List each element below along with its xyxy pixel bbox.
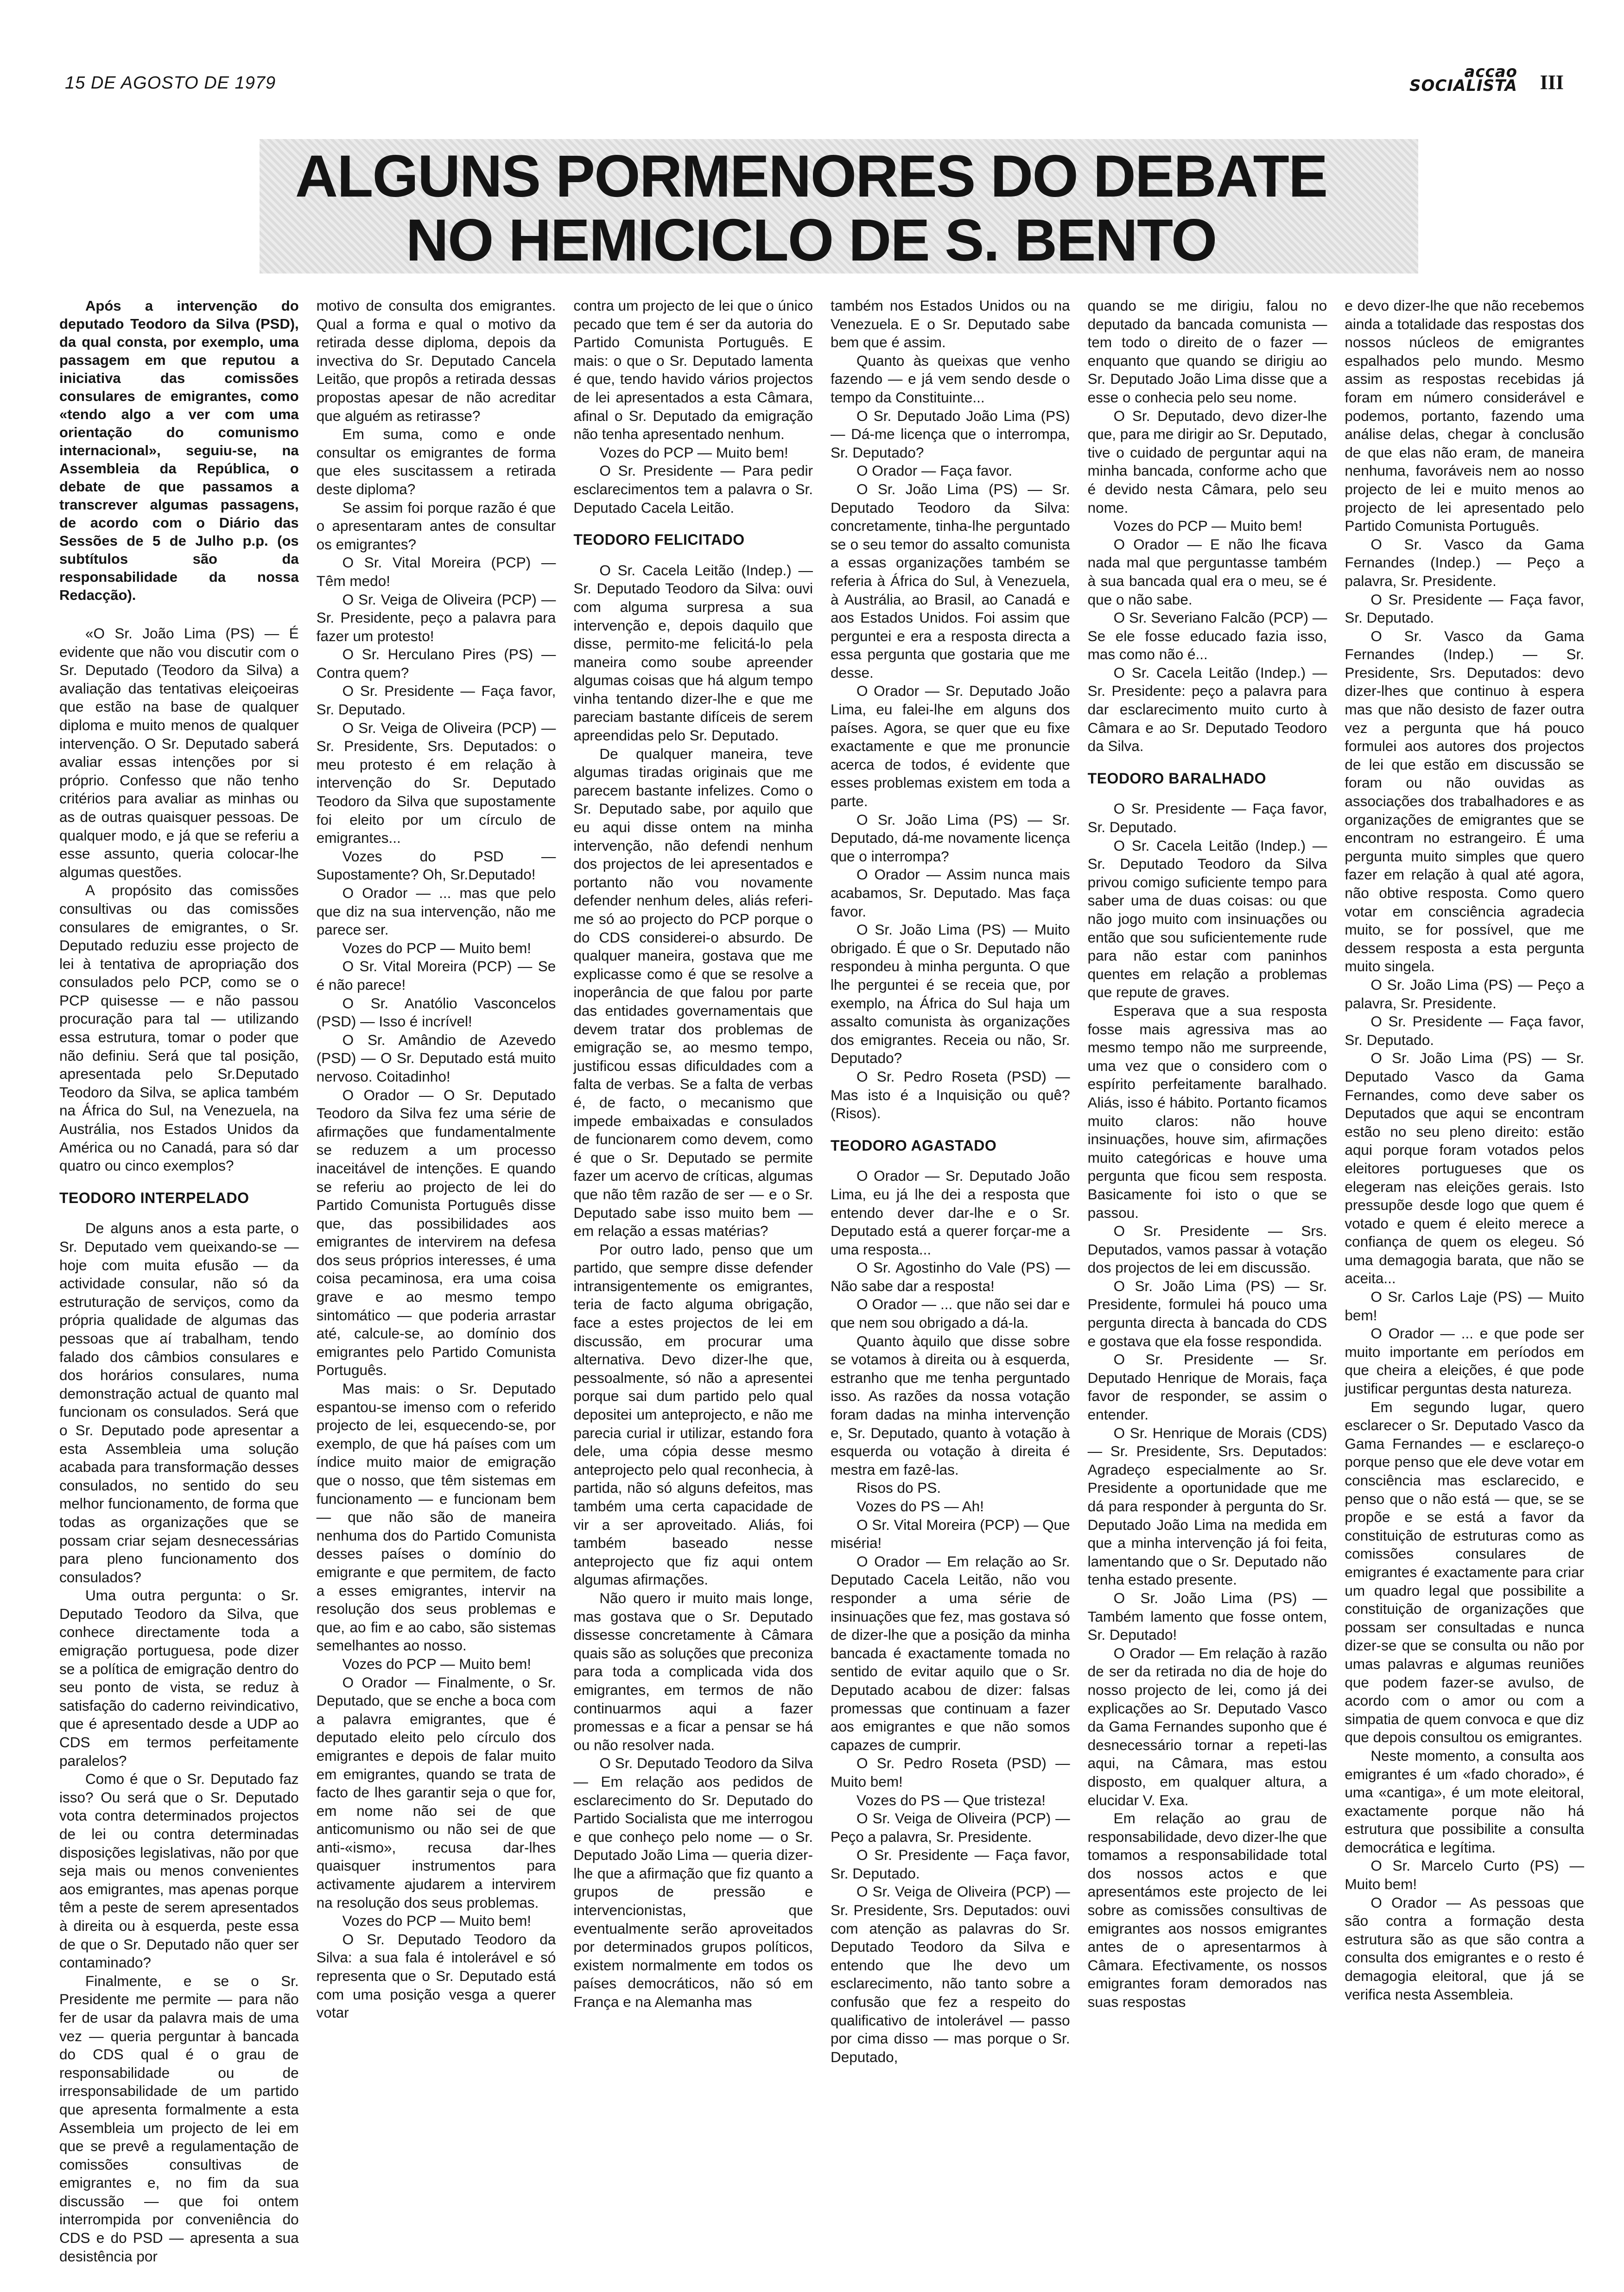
paragraph: O Sr. Pedro Roseta (PSD) — Mas isto é a Inquisição ou quê? (Risos). [831, 1068, 1070, 1122]
paragraph: O Sr. João Lima (PS) — Sr. Deputado Vasco da Gama Fernandes, como deve saber os Deputados que aqui se encontram estão no seu pleno direito: estão aqui porque foram votados pelos eleitores portugueses que os elegeram nas eleições gerais. Isto pressupõe desde logo que quem é votado e quem é eleito merece a confiança de quem os elegeu. Só uma demagogia barata, que não se aceita... [1345, 1050, 1584, 1287]
article-intro: Após a intervenção do deputado Teodoro da Silva (PSD), da qual consta, por exemplo, uma passagem em que reputou a iniciativa das comissões consulares de emigrantes, como «tendo algo a ver com uma orientação do comunismo internacional», seguiu-se, na Assembleia da República, o debate de que passamos a transcrever algumas passagens, de acordo com o Diário das Sessões de 5 de Julho p.p. (os subtítulos são da responsabilidade da nossa Redacção). [59, 298, 299, 603]
paragraph: O Sr. Presidente — Faça favor, Sr. Deputado. [316, 682, 556, 718]
masthead-logo [1409, 65, 1517, 93]
paragraph: Em suma, como e onde consultar os emigrantes de forma que eles suscitassem a retirada deste diploma? [316, 426, 556, 497]
paragraph: O Sr. Presidente — Faça favor, Sr. Deputado. [1345, 591, 1584, 626]
paragraph: O Orador — ... e que pode ser muito importante em períodos em que cheira a eleições, é que pode justificar perguntas desta natureza. [1345, 1325, 1584, 1397]
subheading: TEODORO AGASTADO [831, 1137, 997, 1154]
paragraph: O Sr. Presidente — Srs. Deputados, vamos passar à votação dos projectos de lei em discussão. [1087, 1222, 1327, 1276]
paragraph: Não quero ir muito mais longe, mas gostava que o Sr. Deputado dissesse concretamente à Câmara quais são as soluções que preconiza para toda a complicada vida dos emigrantes, em termos de não continuarmos aqui a fazer promessas e a ficar a pensar se há ou não resolver nada. [573, 1589, 813, 1753]
paragraph: O Sr. Severiano Falcão (PCP) — Se ele fosse educado fazia isso, mas como não é... [1087, 609, 1327, 663]
paragraph: Quanto àquilo que disse sobre se votamos à direita ou à esquerda, estranho que me tenha perguntado isso. As razões da nossa votação foram dadas na minha intervenção e, Sr. Deputado, quanto à votação à esquerda ou votação à direita é mestra em fazê-las. [831, 1332, 1070, 1478]
article-columns [59, 297, 1584, 2265]
paragraph: O Sr. Carlos Laje (PS) — Muito bem! [1345, 1288, 1584, 1324]
paragraph: Uma outra pergunta: o Sr. Deputado Teodoro da Silva, que conhece directamente toda a emigração portuguesa, pode dizer se a política de emigração dentro do seu ponto de vista, se reduz à satisfação do caderno reivindicativo, que é apresentado desde a UDP ao CDS em termos perfeitamente paralelos? [59, 1587, 299, 1769]
paragraph: O Sr. Vasco da Gama Fernandes (Indep.) — Sr. Presidente, Srs. Deputados: devo dizer-lhes que continuo à espera mas que não desisto de fazer outra vez a pergunta que há pouco formulei aos autores dos projectos de lei que estão em discussão se foram ou não ouvidas as associações dos trabalhadores e as organizações de emigrantes que se encontram no estrangeiro. É uma pergunta muito simples que quero fazer em relação à qual até agora, não obtive resposta. Como quero votar em consciência agradecia muito, se for possível, que me dessem resposta a esta pergunta muito singela. [1345, 627, 1584, 975]
issue-date: 15 DE AGOSTO DE 1979 [65, 73, 276, 93]
paragraph: O Sr. Veiga de Oliveira (PCP) — Sr. Presidente, Srs. Deputados: o meu protesto é em relação à intervenção do Sr. Deputado Teodoro da Silva que supostamente foi eleito por um círculo de emigrantes... [316, 719, 556, 847]
paragraph: Risos do PS. [856, 1479, 941, 1496]
column-4 [831, 297, 1070, 2266]
paragraph: O Orador — Faça favor. [856, 462, 1013, 479]
paragraph: O Sr. Veiga de Oliveira (PCP) — Sr. Presidente, peço a palavra para fazer um protesto! [316, 591, 556, 644]
paragraph: O Sr. Presidente — Faça favor, Sr. Deputado. [1345, 1013, 1584, 1048]
paragraph: O Sr. Vital Moreira (PCP) — Têm medo! [316, 554, 556, 589]
paragraph: O Sr. João Lima (PS) — Também lamento que fosse ontem, Sr. Deputado! [1087, 1589, 1327, 1643]
paragraph: Como é que o Sr. Deputado faz isso? Ou será que o Sr. Deputado vota contra determinados projectos de lei ou contra determinadas disposições legislativas, não por que seja mais ou menos convenientes aos emigrantes, mas apenas porque têm a peste de serem apresentados à direita ou à esquerda, peste essa de que o Sr. Deputado não quer ser contaminado? [59, 1770, 299, 1971]
paragraph: O Sr. Presidente — Para pedir esclarecimentos tem a palavra o Sr. Deputado Cacela Leitão. [573, 462, 813, 516]
headline-line-2: NO HEMICICLO DE S. BENTO [406, 207, 1217, 274]
paragraph: O Sr. Vital Moreira (PCP) — Que miséria! [831, 1516, 1070, 1552]
paragraph: Se assim foi porque razão é que o apresentaram antes de consultar os emigrantes? [316, 499, 556, 553]
headline-line-1: ALGUNS PORMENORES DO DEBATE [295, 143, 1327, 210]
masthead-line-2: SOCIALISTA [1409, 76, 1517, 95]
paragraph: O Sr. Marcelo Curto (PS) — Muito bem! [1345, 1857, 1584, 1893]
paragraph: O Sr. Anatólio Vasconcelos (PSD) — Isso é incrível! [316, 994, 556, 1030]
paragraph: O Orador — ... que não sei dar e que nem sou obrigado a dá-la. [831, 1296, 1070, 1331]
paragraph: O Orador — Finalmente, o Sr. Deputado, que se enche a boca com a palavra emigrantes, que é deputado eleito pelo círculo dos emigrantes e depois de falar muito em emigrantes, quando se trata de facto de lhes garantir seja o que for, em nome não sei de que anticomunismo ou não sei de que anti-«ismo», recusa dar-lhes quaisquer instrumentos para activamente ajudarem a intervirem na resolução dos seus problemas. [316, 1674, 556, 1911]
paragraph: Vozes do PCP — Muito bem! [599, 444, 788, 461]
paragraph: O Orador — Assim nunca mais acabamos, Sr. Deputado. Mas faça favor. [831, 866, 1070, 920]
paragraph: O Orador — O Sr. Deputado Teodoro da Silva fez uma série de afirmações que fundamentalmente se reduzem a um processo inaceitável de intenções. E quando se referiu ao projecto de lei do Partido Comunista Português disse que, das possibilidades aos emigrantes de intervirem na defesa dos seus próprios interesses, é uma coisa pecaminosa, era uma coisa grave e ao mesmo tempo sintomático — que poderia arrastar até, calcule-se, ao domínio dos emigrantes pelo Partido Comunista Português. [316, 1086, 556, 1379]
paragraph: O Orador — As pessoas que são contra a formação desta estrutura são as que são contra a consulta dos emigrantes e o resto é demagogia eleitoral, que já se verifica nesta Assembleia. [1345, 1894, 1584, 2003]
paragraph: De qualquer maneira, teve algumas tiradas originais que me parecem bastante infelizes. Como o Sr. Deputado sabe, por aquilo que eu aqui disse ontem na minha intervenção, não defendi nenhum dos projectos de lei apresentados e portanto não vou novamente defender nenhum deles, aliás referi-me só ao projecto do PCP porque o do CDS considerei-o absurdo. De qualquer maneira, gostava que me explicasse como é que se resolve a inoperância de que falou por parte das entidades governamentais que devem tratar dos problemas de emigração se, ao mesmo tempo, justificou essas dificuldades com a falta de verbas. Se a falta de verbas é, de facto, o mecanismo que impede embaixadas e consulados de funcionarem como devem, como é que o Sr. Deputado se permite fazer um acervo de críticas, algumas que não têm razão de ser — e o Sr. Deputado sabe isso muito bem — em relação a essas matérias? [573, 745, 813, 1240]
paragraph: Vozes do PCP — Muito bem! [1113, 517, 1303, 535]
subheading: TEODORO INTERPELADO [59, 1189, 249, 1206]
paragraph: O Sr. Veiga de Oliveira (PCP) — Sr. Presidente, Srs. Deputados: ouvi com atenção as palavras do Sr. Deputado Teodoro da Silva e entendo que lhe devo um esclarecimento, não tanto sobre a confusão que fez a respeito do qualificativo de intolerável — passo por cima disso — mas porque o Sr. Deputado, [831, 1883, 1070, 2065]
paragraph: Esperava que a sua resposta fosse mais agressiva mas ao mesmo tempo não me surpreende, uma vez que o considero com o espírito perfeitamente baralhado. Aliás, isso é hábito. Portanto ficamos muito claros: não houve insinuações, houve sim, afirmações muito categóricas e houve uma pergunta que ficou sem resposta. Basicamente foi isto o que se passou. [1087, 1002, 1327, 1221]
paragraph: Mas mais: o Sr. Deputado espantou-se imenso com o referido projecto de lei, esquecendo-se, por exemplo, de que há países com um índice muito maior de emigração que o nosso, que têm sistemas em funcionamento — e funcionam bem — que não são de maneira nenhuma dos do Partido Comunista desses países o domínio do emigrante e que permitem, de facto a esses emigrantes, intervir na resolução dos seus problemas e que, ao fim e ao cabo, são sistemas semelhantes ao nosso. [316, 1380, 556, 1654]
paragraph: Finalmente, e se o Sr. Presidente me permite — para não fer de usar da palavra mais de uma vez — queria perguntar à bancada do CDS qual é o grau de responsabilidade ou de irresponsabilidade de um partido que apresenta formalmente a esta Assembleia um projecto de lei em que se prevê a regulamentação de comissões consultivas de emigrantes e, no fim da sua discussão — que foi ontem interrompida por conveniência do CDS e do PSD — apresenta a sua desistência por [59, 1972, 299, 2265]
paragraph: Vozes do PSD — Supostamente? Oh, Sr.Deputado! [316, 847, 556, 883]
masthead-line-1: accao [1464, 63, 1517, 81]
paragraph: Em segundo lugar, quero esclarecer o Sr. Deputado Vasco da Gama Fernandes — e esclareço-o porque penso que ele deve votar em consciência mas esclarecido, e penso que o não está — que, se se propõe e se está a favor da constituição de estruturas como as comissões consulares de emigrantes é exactamente para criar um quadro legal que possibilite a constituição de organizações que possam ser consultadas e nunca dizer-se que se consulta ou não por umas palavras e algumas reuniões que podem fazer-se avulso, de acordo com o amor ou com a simpatia de quem convoca e que diz que depois consultou os emigrantes. [1345, 1398, 1584, 1746]
paragraph: O Sr. Deputado Teodoro da Silva — Em relação aos pedidos de esclarecimento do Sr. Deputado do Partido Socialista que me interrogou e que conheço pelo nome — o Sr. Deputado João Lima — queria dizer-lhe que a afirmação que fiz quanto a grupos de pressão e intervencionistas, que eventualmente serão aproveitados por determinados grupos políticos, existem normalmente em todos os países democráticos, não só em França e na Alemanha mas [573, 1755, 813, 2011]
paragraph: O Sr. João Lima (PS) — Sr. Deputado Teodoro da Silva: concretamente, tinha-lhe perguntado se o seu temor do assalto comunista a essas organizações também se referia à África do Sul, à Venezuela, à Austrália, ao Brasil, ao Canadá e aos Estados Unidos. Foi assim que perguntei e era a resposta directa a essa pergunta que gostaria que me desse. [831, 480, 1070, 681]
paragraph: contra um projecto de lei que o único pecado que tem é ser da autoria do Partido Comunista Português. E mais: o que o Sr. Deputado lamenta é que, tendo havido vários projectos de lei apresentados a esta Câmara, afinal o Sr. Deputado da emigração não tenha apresentado nenhum. [573, 297, 813, 443]
column-5 [1088, 297, 1327, 2266]
paragraph: O Sr. João Lima (PS) — Sr. Deputado, dá-me novamente licença que o interrompa? [831, 811, 1070, 865]
paragraph: O Orador — E não lhe ficava nada mal que perguntasse também à sua bancada qual era o meu, se é que o não sabe. [1087, 535, 1327, 608]
paragraph: O Sr. João Lima (PS) — Muito obrigado. É que o Sr. Deputado não respondeu à minha pergunta. O que lhe perguntei é se receia que, por exemplo, na África do Sul haja um assalto comunista às organizações dos emigrantes. Receia ou não, Sr. Deputado? [831, 921, 1070, 1067]
paragraph: O Sr. Presidente — Sr. Deputado Henrique de Morais, faça favor de responder, se assim o entender. [1087, 1351, 1327, 1423]
paragraph: O Orador — Sr. Deputado João Lima, eu já lhe dei a resposta que entendo dever dar-lhe e o Sr. Deputado está a querer forçar-me a uma resposta... [831, 1167, 1070, 1258]
paragraph: O Sr. Agostinho do Vale (PS) — Não sabe dar a resposta! [831, 1259, 1070, 1294]
paragraph: O Sr. Vasco da Gama Fernandes (Indep.) — Peço a palavra, Sr. Presidente. [1345, 535, 1584, 589]
paragraph: Vozes do PCP — Muito bem! [342, 1912, 532, 1929]
paragraph: O Orador — ... mas que pelo que diz na sua intervenção, não me parece ser. [316, 885, 556, 938]
paragraph: Quanto às queixas que venho fazendo — e já vem sendo desde o tempo da Constituinte... [831, 352, 1070, 406]
paragraph: O Sr. Vital Moreira (PCP) — Se é não parece! [316, 958, 556, 993]
paragraph: O Sr. Deputado Teodoro da Silva: a sua fala é intolerável e só representa que o Sr. Deputado está com uma posição vesga a querer votar [316, 1930, 556, 2021]
paragraph: Vozes do PS — Que tristeza! [856, 1791, 1046, 1808]
paragraph: O Sr. Henrique de Morais (CDS) — Sr. Presidente, Srs. Deputados: Agradeço especialmente ao Sr. Presidente a oportunidade que me dá para responder à pergunta do Sr. Deputado João Lima na medida em que a minha intervenção já foi feita, lamentando que o Sr. Deputado não tenha estado presente. [1087, 1424, 1327, 1588]
paragraph: Vozes do PS — Ah! [856, 1498, 984, 1515]
paragraph: O Sr. João Lima (PS) — Peço a palavra, Sr. Presidente. [1345, 976, 1584, 1012]
headline [278, 145, 1344, 273]
paragraph: O Orador — Sr. Deputado João Lima, eu falei-lhe em alguns dos países. Agora, se quer que eu fixe exactamente e que me pronuncie acerca de todos, é evidente que esses problemas existem em toda a parte. [831, 682, 1070, 810]
paragraph: motivo de consulta dos emigrantes. Qual a forma e qual o motivo da retirada desse diploma, depois da invectiva do Sr. Deputado Cancela Leitão, que propôs a retirada dessas propostas apesar de não acreditar que alguém as retirasse? [316, 297, 556, 424]
paragraph: O Sr. Pedro Roseta (PSD) — Muito bem! [831, 1755, 1070, 1790]
column-3 [573, 297, 813, 2266]
column-1 [59, 297, 299, 2266]
paragraph: O Sr. Deputado João Lima (PS) — Dá-me licença que o interrompa, Sr. Deputado? [831, 407, 1070, 461]
paragraph: O Sr. Presidente — Faça favor, Sr. Deputado. [831, 1846, 1070, 1882]
paragraph: O Sr. Cacela Leitão (Indep.) — Sr. Deputado Teodoro da Silva: ouvi com alguma surpresa a sua intervenção e, depois daquilo que disse, permito-me felicitá-lo pela maneira como soube apreender algumas coisas que há algum tempo vinha tentando dizer-lhe e que me pareciam bastante difíceis de serem apreendidas pelo Sr. Deputado. [573, 561, 813, 744]
paragraph: O Orador — Em relação à razão de ser da retirada no dia de hoje do nosso projecto de lei, como já dei explicações ao Sr. Deputado Vasco da Gama Fernandes suponho que é desnecessário tornar a repeti-las aqui, na Câmara, mas estou disposto, em qualquer altura, a elucidar V. Exa. [1087, 1644, 1327, 1808]
paragraph: O Sr. Veiga de Oliveira (PCP) — Peço a palavra, Sr. Presidente. [831, 1810, 1070, 1845]
subheading: TEODORO FELICITADO [573, 531, 745, 548]
column-2 [317, 297, 556, 2266]
paragraph: «O Sr. João Lima (PS) — É evidente que não vou discutir com o Sr. Deputado (Teodoro da Silva) a avaliação das tentativas eleiçoeiras que estão na base de qualquer diploma e muito menos de qualquer intervenção. O Sr. Deputado saberá avaliar essas intenções por si próprio. Confesso que não tenho critérios para avaliar as minhas ou as de outras quaisquer pessoas. De qualquer modo, e já que se referiu a esse assunto, queria colocar-lhe algumas questões. [59, 625, 299, 880]
paragraph: Vozes do PCP — Muito bem! [342, 939, 532, 956]
paragraph: O Sr. João Lima (PS) — Sr. Presidente, formulei há pouco uma pergunta directa à bancada do CDS e gostava que ela fosse respondida. [1087, 1277, 1327, 1350]
paragraph: quando se me dirigiu, falou no deputado da bancada comunista — tem todo o direito de o fazer — enquanto que quando se dirigiu ao Sr. Deputado João Lima disse que a esse o conhecia pelo seu nome. [1087, 297, 1327, 406]
paragraph: De alguns anos a esta parte, o Sr. Deputado vem queixando-se — hoje com muita efusão — da actividade consular, não só da estruturação de serviços, como da própria qualidade de algumas das pessoas que aí trabalham, tendo falado dos câmbios consulares e dos horários consulares, numa demonstração actual de quanto mal funcionam os consulados. Será que o Sr. Deputado pode apresentar a esta Assembleia uma solução acabada para transformação desses consulados, no sentido do seu melhor funcionamento, de forma que todas as organizações que se possam criar sejam desnecessárias para pleno funcionamento dos consulados? [59, 1220, 299, 1585]
paragraph: Por outro lado, penso que um partido, que sempre disse defender intransigentemente os emigrantes, teria de facto alguma obrigação, face a estes projectos de lei em discussão, em procurar uma alternativa. Devo dizer-lhe que, pessoalmente, só não a apresentei porque sai dum partido pelo qual depositei um anteprojecto, e não me parecia curial ir utilizar, estando fora dele, uma cópia desse mesmo anteprojecto pelo qual reconhecia, à partida, não só alguns defeitos, mas também uma certa capacidade de vir a ser aproveitado. Aliás, foi também baseado nesse anteprojecto que fiz aqui ontem algumas afirmações. [573, 1241, 813, 1588]
paragraph: Em relação ao grau de responsabilidade, devo dizer-lhe que tomamos a responsabilidade total dos nossos actos e que apresentámos este projecto de lei sobre as comissões consultivas de emigrantes aos nossos emigrantes antes de o apresentarmos à Câmara. Efectivamente, os nossos emigrantes foram demorados nas suas respostas [1087, 1810, 1327, 2011]
paragraph: O Sr. Cacela Leitão (Indep.) — Sr. Deputado Teodoro da Silva privou comigo suficiente tempo para saber uma de duas coisas: ou que não jogo muito com insinuações ou então que sou suficientemente rude para não estar com paninhos quentes em relação a problemas que repute de graves. [1087, 837, 1327, 1001]
page-number: III [1540, 71, 1564, 94]
paragraph: O Sr. Presidente — Faça favor, Sr. Deputado. [1087, 800, 1327, 836]
paragraph: também nos Estados Unidos ou na Venezuela. E o Sr. Deputado sabe bem que é assim. [831, 297, 1070, 351]
paragraph: O Sr. Deputado, devo dizer-lhe que, para me dirigir ao Sr. Deputado, tive o cuidado de perguntar aqui na minha bancada, conforme acho que é devido nesta Câmara, pelo seu nome. [1087, 407, 1327, 516]
paragraph: e devo dizer-lhe que não recebemos ainda a totalidade das respostas dos nossos núcleos de emigrantes espalhados pelo mundo. Mesmo assim as respostas recebidas já foram em número considerável e podemos, portanto, fazendo uma análise delas, chegar à conclusão de que elas não eram, de maneira nenhuma, favoráveis nem ao nosso projecto de lei e muito menos ao projecto de lei apresentado pelo Partido Comunista Português. [1345, 297, 1584, 535]
paragraph: O Sr. Herculano Pires (PS) — Contra quem? [316, 646, 556, 681]
paragraph: A propósito das comissões consultivas ou das comissões consulares de emigrantes, o Sr. Deputado reduziu esse projecto de lei à tentativa de apropriação dos consulados pelo PCP, como se o PCP quisesse — e não passou procuração para tal — utilizando essa estrutura, tomar o poder que não definiu. Será que tal posição, apresentada pelo Sr.Deputado Teodoro da Silva, se aplica também na África do Sul, na Venezuela, na Austrália, nos Estados Unidos da América ou no Canadá, para só dar quatro ou cinco exemplos? [59, 882, 299, 1174]
column-6 [1345, 297, 1584, 2266]
paragraph: Neste momento, a consulta aos emigrantes é um «fado chorado», é uma «cantiga», é um mote eleitoral, exactamente porque não há estrutura que possibilite a consulta democrática e legítima. [1345, 1747, 1584, 1856]
paragraph: Vozes do PCP — Muito bem! [342, 1655, 532, 1672]
paragraph: O Sr. Amândio de Azevedo (PSD) — O Sr. Deputado está muito nervoso. Coitadinho! [316, 1031, 556, 1085]
subheading: TEODORO BARALHADO [1087, 770, 1267, 787]
paragraph: O Sr. Cacela Leitão (Indep.) — Sr. Presidente: peço a palavra para dar esclarecimento muito curto à Câmara e ao Sr. Deputado Teodoro da Silva. [1087, 664, 1327, 755]
paragraph: O Orador — Em relação ao Sr. Deputado Cacela Leitão, não vou responder a uma série de insinuações que fez, mas gostava só de dizer-lhe que a posição da minha bancada é exactamente tomada no sentido de evitar aquilo que o Sr. Deputado acabou de dizer: falsas promessas que continuam a fazer aos emigrantes e que não somos capazes de cumprir. [831, 1553, 1070, 1753]
